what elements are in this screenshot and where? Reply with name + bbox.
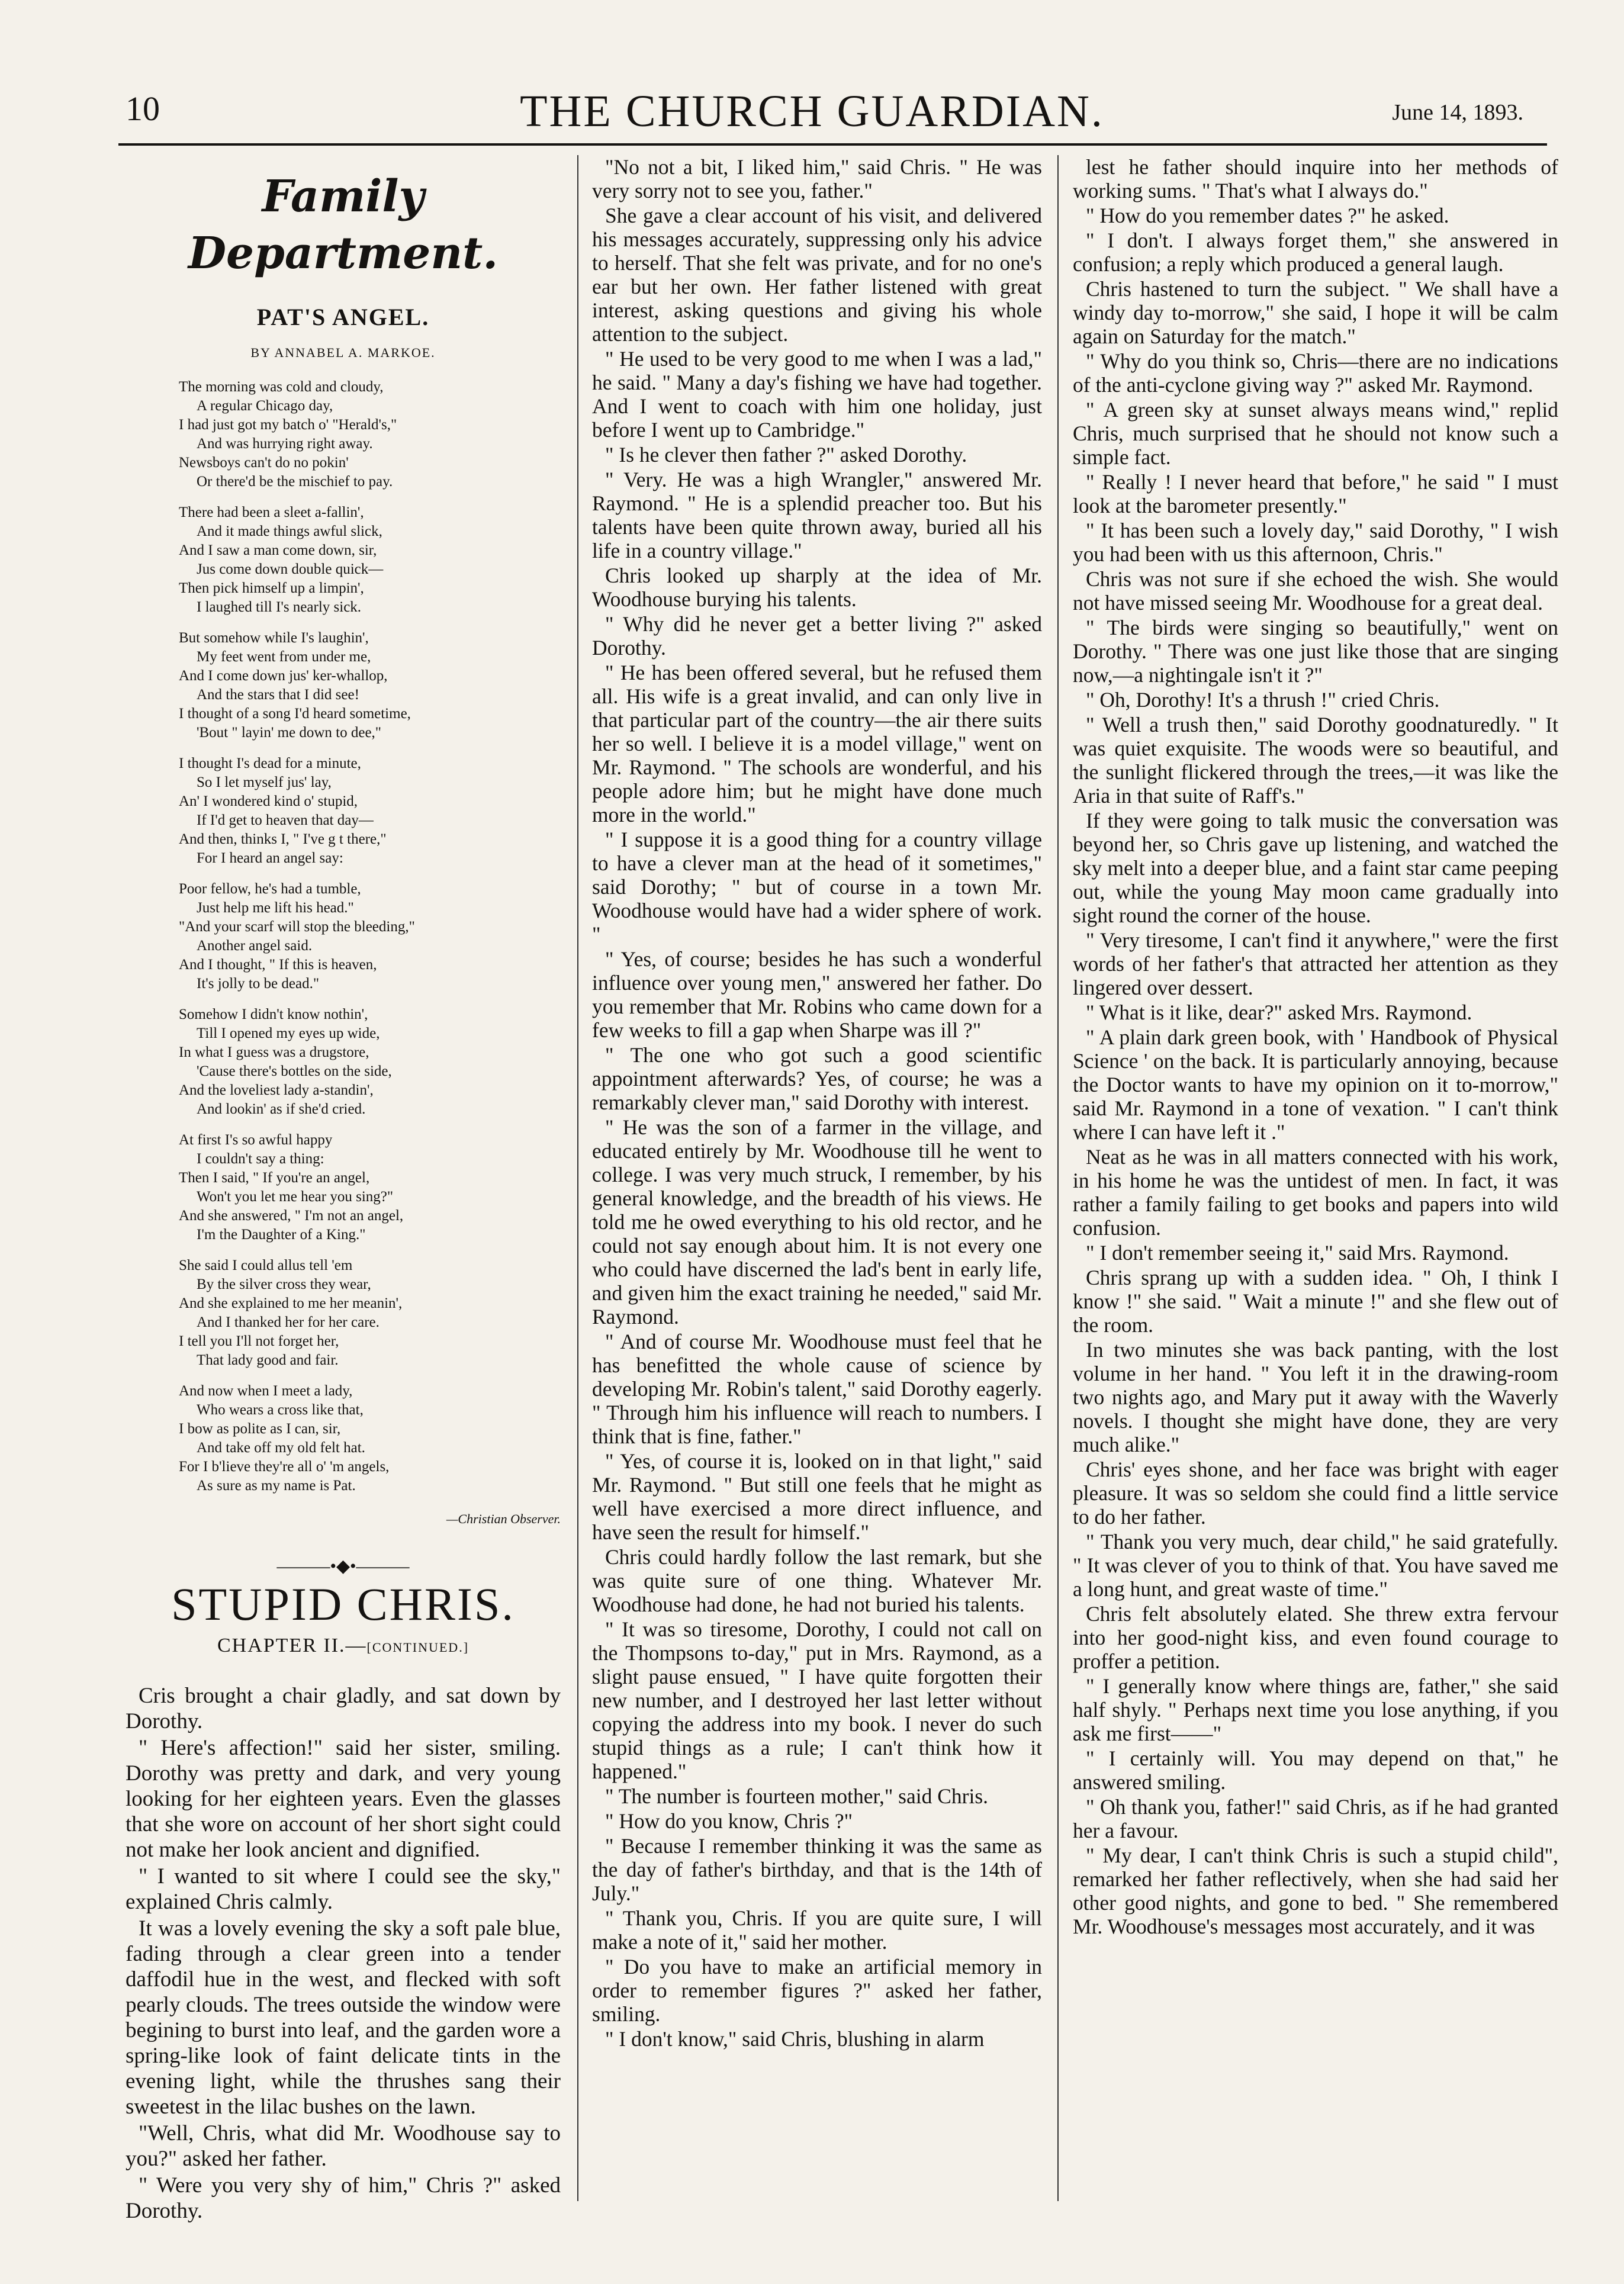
story-paragraph: Cris brought a chair gladly, and sat down by Dorothy. [126, 1684, 561, 1733]
story-paragraph: Chris' eyes shone, and her face was bright with eager pleasure. It was so seldom she could find a little service to do her father. [1073, 1458, 1558, 1529]
poem-line: And take off my old felt hat. [197, 1440, 365, 1456]
poem-line: 'Bout " layin' me down to dee," [197, 725, 382, 741]
page-number: 10 [126, 89, 160, 128]
poem-byline: BY ANNABEL A. MARKOE. [250, 345, 436, 360]
story-paragraph: " I wanted to sit where I could see the sky," explained Chris calmly. [126, 1864, 561, 1914]
poem-stanza [179, 1131, 561, 1244]
story-paragraph: " And of course Mr. Woodhouse must feel that he has benefitted the whole cause of science by developing Mr. Robin's talent," said Dorothy eagerly. " Through him his influence will reach to numbers. I think that is fine, father." [592, 1330, 1042, 1448]
poem-line: 'Cause there's bottles on the side, [197, 1063, 392, 1079]
story-paragraph: " Oh, Dorothy! It's a thrush !" cried Chris. [1086, 688, 1440, 712]
poem-line: For I heard an angel say: [197, 850, 343, 866]
poem-stanza [179, 754, 561, 868]
poem-line: As sure as my name is Pat. [197, 1478, 356, 1494]
poem-line: And then, thinks I, " I've g t there," [179, 831, 387, 847]
story-paragraph: " Is he clever then father ?" asked Dorothy. [605, 443, 967, 467]
story-paragraph: " Really ! I never heard that before," he said " I must look at the barometer presently." [1073, 470, 1558, 517]
story-paragraph: " Why did he never get a better living ?" asked Dorothy. [592, 612, 1042, 660]
story-paragraph: " He was the son of a farmer in the village, and educated entirely by Mr. Woodhouse till he went to college. I was very much struck, I remember, by his general knowledge, and the breadth of his views. He told me he owed everything to his old rector, and he could not say enough about him. It is not every one who could have discerned the lad's bent in early life, and given him the exact training he needed," said Mr. Raymond. [592, 1115, 1042, 1328]
poem-stanza [179, 880, 561, 993]
poem-line: I couldn't say a thing: [197, 1151, 324, 1167]
poem-line: And now when I meet a lady, [179, 1383, 353, 1399]
poem-line: And I come down jus' ker-whallop, [179, 668, 388, 684]
story-paragraph: " I generally know where things are, father," she said half shyly. " Perhaps next time you lose anything, if you ask me first——" [1073, 1674, 1558, 1745]
story-paragraph: " I certainly will. You may depend on that," he answered smiling. [1073, 1746, 1558, 1794]
story-paragraph: " The birds were singing so beautifully," went on Dorothy. " There was one just like those that are singing now,—a nightingale isn't it ?" [1073, 616, 1558, 687]
poem-line: I laughed till I's nearly sick. [197, 599, 362, 615]
story-paragraph: " I don't. I always forget them," she answered in confusion; a reply which produced a general laugh. [1073, 229, 1558, 276]
story-paragraph: " How do you remember dates ?" he asked. [1086, 204, 1449, 227]
story-paragraph: " Here's affection!" said her sister, smiling. Dorothy was pretty and dark, and very young looking for her eighteen years. Even the glasses that she wore on account of her short sight could not make her look ancient and dignified. [126, 1736, 561, 1862]
story-paragraph: "No not a bit, I liked him," said Chris. " He was very sorry not to see you, father." [592, 155, 1042, 202]
poem-title: PAT'S ANGEL. [256, 304, 430, 330]
poem-stanza [179, 378, 561, 491]
poem-line: And it made things awful slick, [197, 523, 382, 539]
poem-line: An' I wondered kind o' stupid, [179, 793, 358, 809]
poem-stanza [179, 629, 561, 742]
poem [126, 378, 561, 1495]
chapter-continued: [CONTINUED.] [366, 1640, 469, 1655]
column-1 [126, 155, 561, 2225]
poem-line: And she answered, " I'm not an angel, [179, 1208, 404, 1224]
masthead-title: THE CHURCH GUARDIAN. [520, 86, 1104, 136]
story-paragraph: " He has been offered several, but he refused them all. His wife is a great invalid, and can only live in that particular part of the country—the air there suits her so well. I believe it is a model village," went on Mr. Raymond. " The schools are wonderful, and his people adore him; but he might have done much more in the world." [592, 661, 1042, 826]
poem-line: Then pick himself up a limpin', [179, 580, 364, 596]
story-paragraph: " Oh thank you, father!" said Chris, as if he had granted her a favour. [1073, 1795, 1558, 1842]
poem-line: Newsboys can't do no pokin' [179, 455, 349, 471]
page-header [0, 0, 1624, 148]
poem-line: And was hurrying right away. [197, 436, 373, 452]
poem-stanza [179, 1382, 561, 1495]
poem-line: And I thought, " If this is heaven, [179, 957, 377, 973]
ornamental-divider: ———•◆•——— [276, 1556, 410, 1576]
column-divider-2 [1057, 155, 1059, 2201]
story-title: STUPID CHRIS. [171, 1578, 515, 1630]
poem-line: Just help me lift his head." [197, 900, 354, 916]
poem-line: I thought of a song I'd heard sometime, [179, 706, 411, 722]
column-divider-1 [577, 155, 578, 2201]
poem-line: It's jolly to be dead." [197, 976, 320, 992]
story-paragraph: Neat as he was in all matters connected with his work, in his home he was the untidest of men. In fact, it was rather a family failing to get books and papers into wild confusion. [1073, 1145, 1558, 1240]
story-paragraph: " I don't remember seeing it," said Mrs. Raymond. [1086, 1241, 1509, 1265]
poem-line: Another angel said. [197, 938, 313, 954]
story-paragraph: " Yes, of course it is, looked on in that light," said Mr. Raymond. " But still one feels that he might as well have exercised a more direct influence, and have seen the result for himself." [592, 1449, 1042, 1544]
poem-line: I bow as polite as I can, sir, [179, 1421, 341, 1437]
chapter-label: CHAPTER II.— [217, 1635, 367, 1656]
poem-stanza [179, 1005, 561, 1119]
story-paragraph: If they were going to talk music the conversation was beyond her, so Chris gave up listening, and watched the sky melt into a deeper blue, and a faint star came peeping out, while the young May moon came gradually into sight round the corner of the house. [1073, 809, 1558, 927]
poem-line: In what I guess was a drugstore, [179, 1044, 369, 1060]
poem-line: So I let myself jus' lay, [197, 774, 332, 790]
story-paragraph: " Very tiresome, I can't find it anywhere," were the first words of her father's that attracted her attention as they lingered over dessert. [1073, 928, 1558, 999]
poem-line: She said I could allus tell 'em [179, 1257, 353, 1273]
poem-line: If I'd get to heaven that day— [197, 812, 374, 828]
story-paragraph: " A green sky at sunset always means wind," replid Chris, much surprised that he should not know such a simple fact. [1073, 398, 1558, 469]
poem-line: "And your scarf will stop the bleeding," [179, 919, 415, 935]
story-paragraph: " Were you very shy of him," Chris ?" asked Dorothy. [126, 2173, 561, 2223]
story-paragraph: She gave a clear account of his visit, and delivered his messages accurately, suppressing only his advice to herself. That she felt was private, and for no one's ear but her own. Her father listened with great interest, asking questions and giving his whole attention to the subject. [592, 204, 1042, 346]
column-3 [1073, 155, 1558, 1939]
poem-line: And the stars that I did see! [197, 687, 359, 703]
poem-line: And I thanked her for her care. [197, 1314, 380, 1330]
story-paragraph: It was a lovely evening the sky a soft pale blue, fading through a clear green into a tender daffodil hue in the west, and flecked with soft pearly clouds. The trees outside the window were begining to burst into leaf, and the garden wore a spring-like look of faint delicate tints in the evening light, while the thrushes sang their sweetest in the lilac bushes on the lawn. [126, 1916, 561, 2119]
poem-line: I tell you I'll not forget her, [179, 1333, 339, 1349]
poem-line: Won't you let me hear you sing?" [197, 1189, 394, 1205]
story-paragraph: " Well a trush then," said Dorothy goodnaturedly. " It was quiet exquisite. The woods were so beautiful, and the sunlight flickered through the trees,—it was like the Aria in that suite of Raff's." [1073, 713, 1558, 808]
story-paragraph: Chris sprang up with a sudden idea. " Oh, I think I know !" she said. " Wait a minute !" and she flew out of the room. [1073, 1266, 1558, 1337]
story-paragraph: " He used to be very good to me when I was a lad," he said. " Many a day's fishing we have had together. And I went to coach with him one holiday, just before I went up to Cambridge." [592, 347, 1042, 442]
story-paragraph: " I suppose it is a good thing for a country village to have a clever man at the head of it sometimes," said Dorothy; " but of course in a town Mr. Woodhouse would have had a wider sphere of work. " [592, 828, 1042, 946]
story-paragraph: " Thank you, Chris. If you are quite sure, I will make a note of it," said her mother. [592, 1906, 1042, 1954]
poem-line: But somehow while I's laughin', [179, 630, 369, 646]
poem-line: And lookin' as if she'd cried. [197, 1101, 366, 1117]
poem-line: That lady good and fair. [197, 1352, 339, 1368]
story-paragraph: " The one who got such a good scientific appointment afterwards? Yes, of course; he was a remarkably clever man," said Dorothy with interest. [592, 1043, 1042, 1114]
poem-stanza [179, 1256, 561, 1370]
header-rule [118, 143, 1547, 146]
poem-attribution: —Christian Observer. [446, 1511, 561, 1526]
story-paragraph: " I don't know," said Chris, blushing in alarm [605, 2027, 985, 2051]
story-paragraph: Chris was not sure if she echoed the wish. She would not have missed seeing Mr. Woodhouse for a great deal. [1073, 567, 1558, 615]
story-paragraph: " Because I remember thinking it was the same as the day of father's birthday, and that is the 14th of July." [592, 1834, 1042, 1905]
story-paragraph: In two minutes she was back panting, with the lost volume in her hand. " You left it in the drawing-room two nights ago, and Mary put it away with the Waverly novels. I thought she might have done, they are very much alike." [1073, 1338, 1558, 1456]
poem-line: I thought I's dead for a minute, [179, 755, 361, 771]
story-paragraph: lest he father should inquire into her methods of working sums. " That's what I always do." [1073, 155, 1558, 202]
story-paragraph: " How do you know, Chris ?" [605, 1809, 853, 1833]
poem-line: I had just got my batch o' "Herald's," [179, 417, 397, 433]
story-paragraph: " Yes, of course; besides he has such a wonderful influence over young men," answered her father. Do you remember that Mr. Robins who came down for a few weeks to fill a gap when Sharpe was ill ?" [592, 947, 1042, 1042]
poem-line: Or there'd be the mischief to pay. [197, 474, 393, 490]
issue-date: June 14, 1893. [1392, 100, 1523, 125]
poem-line: Till I opened my eyes up wide, [197, 1025, 380, 1041]
story-paragraph: Chris could hardly follow the last remark, but she was quite sure of one thing. Whatever Mr. Woodhouse had done, he had not buried his talents. [592, 1545, 1042, 1616]
poem-line: For I b'lieve they're all o' 'm angels, [179, 1459, 390, 1475]
poem-line: I'm the Daughter of a King." [197, 1227, 366, 1243]
poem-line: A regular Chicago day, [197, 398, 333, 414]
story-paragraph: " Why do you think so, Chris—there are no indications of the anti-cyclone giving way ?" asked Mr. Raymond. [1073, 349, 1558, 397]
poem-line: Jus come down double quick— [197, 561, 384, 577]
story-paragraph: " My dear, I can't think Chris is such a stupid child", remarked her father reflectively, when she had said her other good nights, and gone to bed. " She remembered Mr. Woodhouse's messages most accurately, and it was [1073, 1844, 1558, 1938]
chapter-heading [126, 1634, 561, 1659]
story-paragraph: " It was so tiresome, Dorothy, I could not call on the Thompsons to-day," put in Mrs. Raymond, as a slight pause ensued, " I have quite forgotten their new number, and I destroyed her last letter without copying the address into my book. I never do such stupid things as a rule; I can't think how it happened." [592, 1617, 1042, 1783]
story-paragraph: " It has been such a lovely day," said Dorothy, " I wish you had been with us this afternoon, Chris." [1073, 519, 1558, 566]
story-paragraph: Chris looked up sharply at the idea of Mr. Woodhouse burying his talents. [592, 564, 1042, 611]
poem-line: My feet went from under me, [197, 649, 371, 665]
story-paragraph: " Very. He was a high Wrangler," answered Mr. Raymond. " He is a splendid preacher too. But his talents have been quite thrown away, buried all his life in a country village." [592, 468, 1042, 562]
poem-line: And I saw a man come down, sir, [179, 542, 377, 558]
poem-stanza [179, 503, 561, 617]
story-paragraph: " Thank you very much, dear child," he said gratefully. " It was clever of you to think of that. You have saved me a long hunt, and great waste of time." [1073, 1530, 1558, 1601]
poem-line: The morning was cold and cloudy, [179, 379, 384, 395]
poem-line: Then I said, " If you're an angel, [179, 1170, 370, 1186]
story-paragraph: Chris felt absolutely elated. She threw extra fervour into her good-night kiss, and even found courage to proffer a petition. [1073, 1602, 1558, 1673]
poem-line: And she explained to me her meanin', [179, 1295, 403, 1311]
poem-line: By the silver cross they wear, [197, 1276, 371, 1292]
poem-line: Somehow I didn't know nothin', [179, 1006, 368, 1022]
story-paragraph: " Do you have to make an artificial memory in order to remember figures ?" asked her father, smiling. [592, 1955, 1042, 2026]
poem-line: At first I's so awful happy [179, 1132, 333, 1148]
story-paragraph: " A plain dark green book, with ' Handbook of Physical Science ' on the back. It is particularly annoying, because the Doctor wants to have my opinion on it to-morrow," said Mr. Raymond in a tone of vexation. " I can't think where I can have left it ." [1073, 1025, 1558, 1144]
poem-line: And the loveliest lady a-standin', [179, 1082, 374, 1098]
story-paragraph: " The number is fourteen mother," said Chris. [605, 1784, 989, 1808]
poem-line: There had been a sleet a-fallin', [179, 504, 364, 520]
column-2 [592, 155, 1042, 2052]
story-body-col1 [126, 1683, 561, 2224]
story-paragraph: Chris hastened to turn the subject. " We shall have a windy day to-morrow," she said, I hope it will be calm again on Saturday for the match." [1073, 277, 1558, 348]
story-paragraph: " What is it like, dear?" asked Mrs. Raymond. [1086, 1001, 1472, 1024]
section-heading: Family Department. [188, 171, 499, 279]
poem-line: Who wears a cross like that, [197, 1402, 364, 1418]
poem-line: Poor fellow, he's had a tumble, [179, 881, 361, 897]
story-paragraph: "Well, Chris, what did Mr. Woodhouse say to you?" asked her father. [126, 2121, 561, 2171]
